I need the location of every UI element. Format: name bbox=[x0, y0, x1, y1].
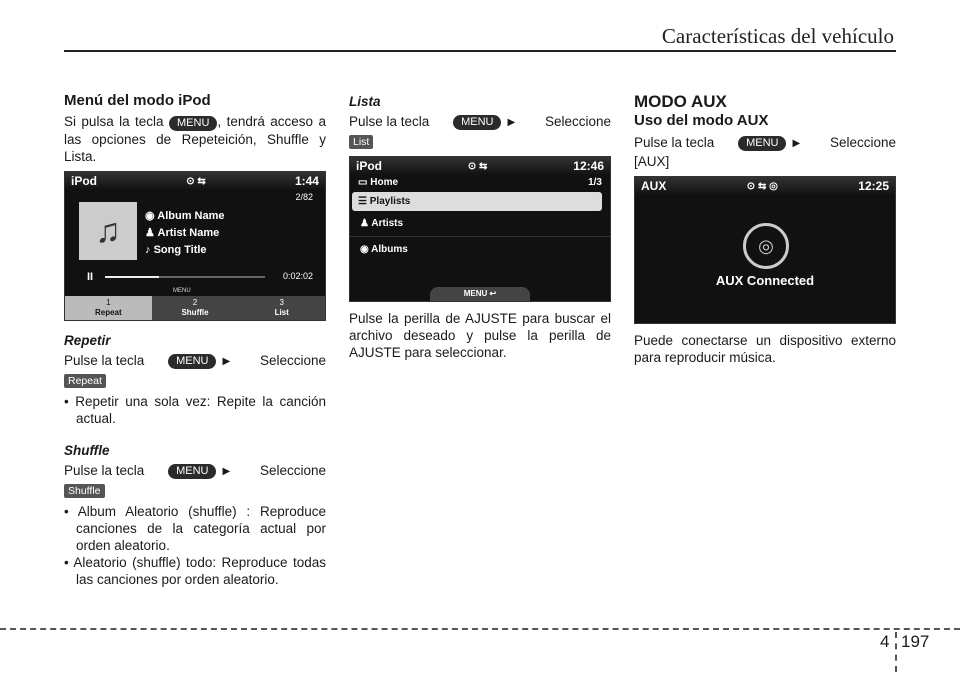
arrow-right-icon: ▶ bbox=[792, 138, 801, 149]
shuffle-heading: Shuffle bbox=[64, 443, 110, 458]
aux-paragraph: Puede conectarse un dispositivo externo para reproducir música. bbox=[634, 333, 896, 365]
playlist-icon: ☰ bbox=[358, 196, 370, 207]
shuffle-instruction: Pulse la tecla MENU ▶ Seleccione bbox=[64, 463, 326, 478]
repetir-instruction: Pulse la tecla MENU ▶ Seleccione bbox=[64, 353, 326, 368]
list-item-playlists[interactable]: ☰ Playlists bbox=[352, 192, 602, 211]
arrow-right-icon: ▶ bbox=[222, 356, 231, 367]
tab-list[interactable]: 3 List bbox=[274, 298, 289, 317]
aux-disc-icon: ◎ bbox=[743, 223, 789, 269]
artist-name: ♟ Artist Name bbox=[145, 227, 220, 239]
list-item: • Repetir una sola vez: Repite la canción actual. bbox=[64, 394, 326, 426]
aux-instruction: Pulse la tecla MENU ▶ Seleccione bbox=[634, 135, 896, 150]
intro-paragraph: Si pulsa la tecla MENU , tendrá acceso a las opciones de Repeteición, Shuffle y Lista. bbox=[64, 114, 326, 164]
album-name: ◉ Album Name bbox=[145, 210, 225, 222]
screen-time: 1:44 bbox=[294, 174, 319, 188]
tab-shuffle[interactable]: 2 Shuffle bbox=[181, 298, 209, 317]
album-art-icon: ♫ bbox=[79, 202, 137, 260]
page-header-title: Características del vehículo bbox=[661, 24, 894, 48]
arrow-right-icon: ▶ bbox=[222, 466, 231, 477]
menu-key-badge: MENU bbox=[169, 116, 217, 131]
list-item-artists[interactable]: ♟ Artists bbox=[350, 211, 610, 237]
status-icons: ⊙ ⇆ ◎ bbox=[746, 180, 778, 192]
page-number-divider bbox=[895, 632, 897, 672]
disc-icon: ◉ bbox=[360, 244, 372, 255]
note-icon: ♪ bbox=[145, 244, 154, 256]
song-title: ♪ Song Title bbox=[145, 244, 207, 256]
aux-option-label: [AUX] bbox=[634, 154, 670, 169]
tab-repeat[interactable]: 1 Repeat bbox=[65, 296, 152, 320]
aux-heading: MODO AUX bbox=[634, 92, 727, 111]
progress-bar bbox=[105, 276, 265, 278]
lista-heading: Lista bbox=[349, 94, 381, 109]
page-counter: 1/3 bbox=[588, 177, 602, 188]
ipod-list-screen bbox=[349, 156, 611, 302]
repetir-heading: Repetir bbox=[64, 333, 111, 348]
disc-icon: ◉ bbox=[145, 210, 158, 222]
repetir-list bbox=[64, 393, 326, 427]
track-counter: 2/82 bbox=[295, 192, 313, 202]
lista-instruction: Pulse la tecla MENU ▶ Seleccione bbox=[349, 114, 611, 129]
back-icon: ↩ bbox=[487, 289, 497, 298]
page-number: 197 bbox=[901, 632, 930, 651]
home-folder[interactable]: ▭ Home bbox=[358, 177, 399, 188]
column-lista bbox=[349, 92, 611, 361]
pause-icon: II bbox=[87, 271, 94, 283]
list-item-albums[interactable]: ◉ Albums bbox=[360, 244, 408, 255]
menu-tab: MENU bbox=[173, 288, 191, 294]
screen-title: AUX bbox=[641, 179, 667, 193]
aux-status: AUX Connected bbox=[715, 273, 815, 288]
person-icon: ♟ bbox=[360, 218, 372, 229]
list-item: • Aleatorio (shuffle) todo: Reproduce todas las canciones por orden aleatorio. bbox=[64, 555, 326, 587]
person-icon: ♟ bbox=[145, 227, 158, 239]
section-heading: Menú del modo iPod bbox=[64, 92, 211, 109]
column-aux bbox=[634, 92, 896, 366]
menu-key-badge: MENU bbox=[168, 464, 216, 479]
elapsed-time: 0:02:02 bbox=[282, 271, 313, 281]
column-ipod-menu bbox=[64, 92, 326, 588]
status-icons: ⊙ ⇆ bbox=[186, 175, 206, 187]
screen-title: iPod bbox=[71, 174, 97, 188]
repeat-button-badge: Repeat bbox=[64, 374, 106, 388]
shuffle-list bbox=[64, 503, 326, 588]
list-button-badge: List bbox=[349, 135, 373, 149]
folder-icon: ▭ bbox=[358, 177, 371, 188]
chapter-number: 4 bbox=[880, 632, 890, 651]
arrow-right-icon: ▶ bbox=[507, 117, 516, 128]
menu-back-tab[interactable]: MENU ↩ bbox=[430, 287, 530, 301]
aux-screen bbox=[634, 176, 896, 324]
menu-key-badge: MENU bbox=[453, 115, 501, 130]
shuffle-button-badge: Shuffle bbox=[64, 484, 105, 498]
screen-time: 12:25 bbox=[858, 179, 889, 193]
lista-paragraph: Pulse la perilla de AJUSTE para buscar el archivo deseado y pulse la perilla de AJUSTE para seleccionar. bbox=[349, 311, 611, 360]
header-rule bbox=[64, 50, 896, 52]
menu-key-badge: MENU bbox=[738, 136, 786, 151]
aux-subheading: Uso del modo AUX bbox=[634, 112, 769, 129]
screen-time: 12:46 bbox=[573, 159, 604, 173]
status-icons: ⊙ ⇆ bbox=[467, 160, 488, 172]
list-item: • Album Aleatorio (shuffle) : Reproduce canciones de la categoría actual por orden aleatorio. bbox=[64, 504, 326, 553]
ipod-screen bbox=[64, 171, 326, 321]
menu-key-badge: MENU bbox=[168, 354, 216, 369]
screen-title: iPod bbox=[356, 159, 382, 173]
footer-rule bbox=[0, 628, 960, 630]
